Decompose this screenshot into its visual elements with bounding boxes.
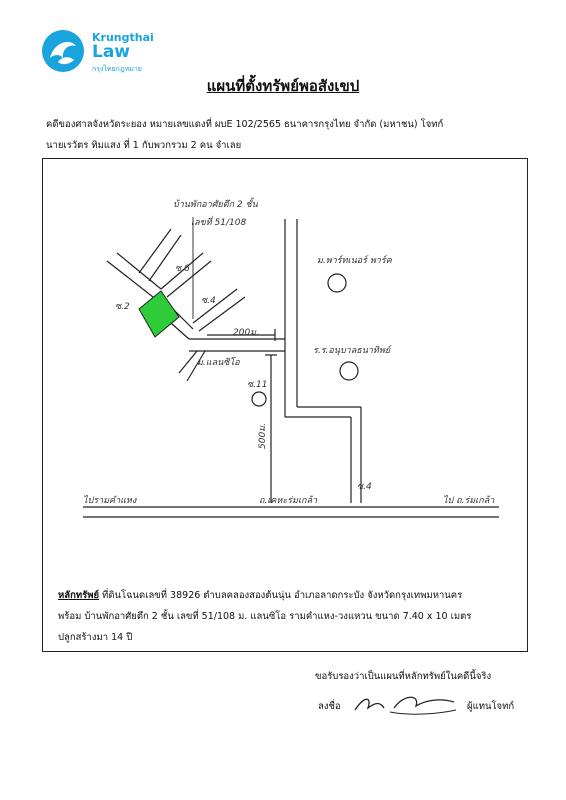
map-drawing xyxy=(43,159,529,653)
page-title: แผนที่ตั้งทรัพย์พอสังเขป xyxy=(206,77,360,95)
collateral-label: หลักทรัพย์ xyxy=(58,590,100,601)
label-soi-c: ซ.4 xyxy=(201,296,216,306)
certification-text: ขอรับรองว่าเป็นแผนที่หลักทรัพย์ในคดีนี้จริง xyxy=(315,671,492,682)
soi-edge xyxy=(193,289,237,323)
label-bottom-mid: ถ.เคหะร่มเกล้า xyxy=(259,496,318,506)
label-soi-b: ซ.6 xyxy=(175,264,190,274)
description-text-1: ที่ดินโฉนดเลขที่ 38926 ตำบลคลองสองต้นนุ่น อำเภอลาดกระบัง จังหวัดกรุงเทพมหานคร xyxy=(99,590,463,601)
label-distance-long: 500ม. xyxy=(258,423,268,449)
label-village-partner: ม.พาร์ทเนอร์ พาร์ค xyxy=(317,256,392,266)
soi-edge xyxy=(139,229,171,273)
label-distance-short: 200ม. xyxy=(233,328,259,338)
label-bottom-left: ไปรามคำแหง xyxy=(83,496,137,506)
location-map xyxy=(42,158,528,652)
garuda-logo-icon xyxy=(40,28,86,74)
logo-brand: Krungthai xyxy=(92,31,154,44)
description-line-3: ปลูกสร้างมา 14 ปี xyxy=(58,632,133,643)
label-soi-a: ซ.2 xyxy=(115,302,130,312)
property-parcel xyxy=(139,291,179,337)
logo xyxy=(40,28,180,78)
defendant-line: นายเรวัตร ทิมแสง ที่ 1 กับพวกรวม 2 คน จำเลย xyxy=(46,140,242,151)
landmark-circle xyxy=(340,362,358,380)
logo-name: Law xyxy=(92,42,131,62)
landmark-circle xyxy=(252,392,266,406)
label-house-no: เลขที่ 51/108 xyxy=(191,218,247,228)
soi-edge xyxy=(107,261,153,297)
label-soi-e: ซ.4 xyxy=(357,482,372,492)
label-building: บ้านพักอาศัยตึก 2 ชั้น xyxy=(173,200,258,210)
landmark-circle xyxy=(328,274,346,292)
description-line-1 xyxy=(58,588,462,603)
logo-tagline: กรุงไทยกฎหมาย xyxy=(92,65,142,73)
label-school: ร.ร.อนุบาลธนาทิพย์ xyxy=(313,346,391,356)
case-line: คดีของศาลจังหวัดระยอง หมายเลขแดงที่ ผบE 102/2565 ธนาคารกรุงไทย จำกัด (มหาชน) โจทก์ xyxy=(46,119,444,130)
label-soi-d: ซ.11 xyxy=(247,380,268,390)
soi-edge xyxy=(117,253,161,289)
signature-label: ลงชื่อ xyxy=(318,701,341,712)
handwritten-signature xyxy=(350,688,460,718)
description-line-2: พร้อม บ้านพักอาศัยตึก 2 ชั้น เลขที่ 51/108 ม. แลนซิโอ รามคำแหง-วงแหวน ขนาด 7.40 x 10 เมตร xyxy=(58,611,472,622)
signature-role: ผู้แทนโจทก์ xyxy=(467,701,515,712)
label-village-lancio: ม.แลนซิโอ xyxy=(197,358,240,368)
label-bottom-right: ไป ถ.ร่มเกล้า xyxy=(443,496,495,506)
soi-edge xyxy=(149,235,181,281)
